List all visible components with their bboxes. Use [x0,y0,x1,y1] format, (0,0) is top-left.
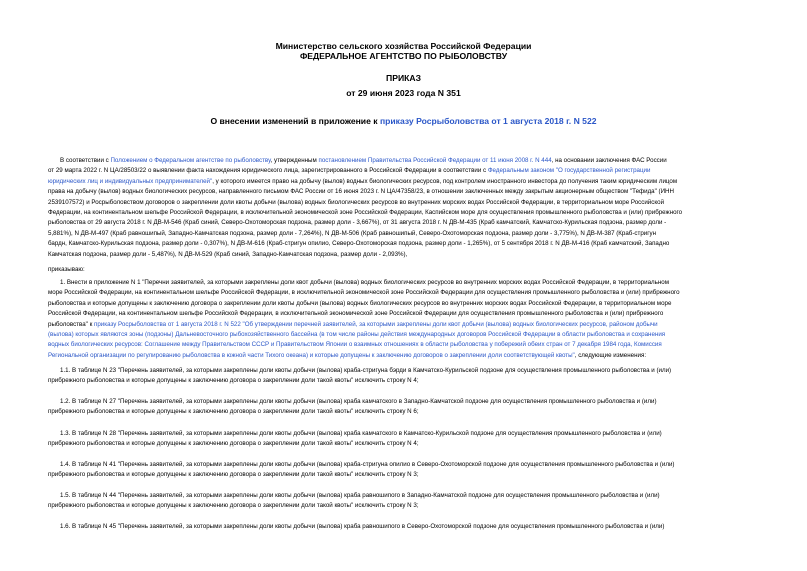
text-segment: от 29 марта 2022 г. N ЦА/28503/22 о выявлении факта нахождения юридического лица, зарегистрированного в Российской Федерации в соответствии с [48,167,488,175]
document-date-number: от 29 июня 2023 года N 351 [346,88,461,98]
text-line [48,320,797,330]
text-line: 1.5. В таблице N 44 "Перечень заявителей, за которыми закреплены доли квоты добычи (вылова) краба равношипого в Западно-Камчатской подзоне для осуществления промышленного рыболовства и (или) [60,492,660,499]
text-line [48,208,797,218]
text-line: 1.1. В таблице N 23 "Перечень заявителей, за которыми закреплены доли квоты добычи (вылова) краба-стригуна бэрди в Камчатско-Курильской подзоне для осуществления промышленного рыболовства и (или) [60,367,672,374]
text-line [48,351,797,361]
text-line [48,156,797,166]
text-line [48,229,797,239]
subitem-paragraph [48,460,797,481]
text-line [48,299,797,309]
text-line: прибрежного рыболовства и которые допущены к заключению договора о закреплении доли такой квоты" исключить строку N 3; [48,502,419,510]
text-line [48,330,797,340]
subitem-paragraph [48,491,797,512]
document-link[interactable]: постановлением Правительства Российской Федерации от 11 июня 2008 г. N 444 [318,157,552,164]
text-line: прибрежного рыболовства и которые допущены к заключению договора о закреплении доли такой квоты" исключить строку N 3; [48,471,419,479]
text-segment: , следующие изменения: [574,351,647,359]
subitem-paragraph [48,522,797,532]
title-prefix: О внесении изменений в приложение к [210,116,380,126]
text-segment: 5,881%), N ДВ-М-497 (Краб равношипый, Западно-Камчатская подзона, размер доли - 7,264%), N ДВ-М-506 (Краб равношипый, Северо-Охотоморская подзона, размер доли - 3,775%), N ДВ-М-387 (Краб-стригун [48,229,656,237]
subitem-paragraph [48,397,797,418]
text-segment: море Российской Федерации, на континентальном шельфе Российской Федерации, в исключительной экономической зоне Российской Федерации для осуществления промышленного рыболовства и (или) прибрежного [48,289,680,297]
text-segment: Камчатская подзона, размер доли - 5,487%), N ДВ-М-529 (Краб синий, Западно-Камчатская подзона, размер доли - 2,093%), [48,250,408,258]
agency-name: ФЕДЕРАЛЬНОЕ АГЕНТСТВО ПО РЫБОЛОВСТВУ [299,51,508,61]
text-line [48,198,797,208]
subitem-paragraph [48,366,797,387]
text-line [48,250,797,260]
text-line: 1.6. В таблице N 45 "Перечень заявителей, за которыми закреплены доли квоты добычи (вылова) краба равношипого в Северо-Охотоморской подзоне для осуществления промышленного рыболовства и (или) [60,523,665,530]
text-line: 1.4. В таблице N 41 "Перечень заявителей, за которыми закреплены доли квоты добычи (вылова) краба-стригуна опилио в Северо-Охотоморской подзоне для осуществления промышленного рыболовства и (или) [60,461,675,468]
subitem-paragraph [48,429,797,450]
ministry-name: Министерство сельского хозяйства Российской Федерации [275,41,532,51]
text-line [48,309,797,319]
document-type: ПРИКАЗ [386,73,421,83]
item-1-paragraph [48,278,797,361]
text-segment: рыболовства от 29 августа 2018 г. N ДВ-М-546 (Краб синий, Северо-Охотоморская подзона, размер доли - 3,667%), от 31 августа 2018 г. N ДВ-М-435 (Краб камчатский, Камчатско-Курильская подзона, размер доли - [48,219,667,227]
text-segment: права на добычу (вылов) водных биологических ресурсов, направленного письмом ФАС России от 16 июня 2023 г. N ЦА/47358/23, в отношении заключенных между закрытым акционерным обществом "Тефида" (ИНН [48,188,674,196]
text-segment: бардн, Камчатско-Курильская подзона, размер доли - 0,307%), N ДВ-М-616 (Краб-стригун опилио, Северо-Охотоморская подзона, размер доли - 1,265%), от 5 сентября 2018 г. N ДВ-М-416 (Краб камчатский, Западно [48,240,670,248]
document-link[interactable]: юридических лиц и индивидуальных предпринимателей" [48,177,213,185]
text-line: прибрежного рыболовства и которые допущены к заключению договора о закреплении доли такой квоты" исключить строку N 6; [48,408,419,416]
document-link[interactable]: Федеральным законом "О государственной регистрации [487,167,651,175]
order-word: приказываю: [48,266,85,273]
text-segment: , у которого имеется право на добычу (вылов) водных биологических ресурсов, под контролем иностранного инвестора до получения таким юридическим лицом [212,177,678,185]
text-segment: рыболовства" к [48,320,95,328]
text-line [48,288,797,298]
title-link[interactable]: приказу Росрыболовства от 1 августа 2018 г. N 522 [379,116,597,126]
text-line: 1.3. В таблице N 28 "Перечень заявителей, за которыми закреплены доли квоты добычи (вылова) краба камчатского в Камчатско-Курильской подзоне для осуществления промышленного рыболовства и (или) [60,430,662,437]
text-line [48,340,797,350]
text-segment: рыболовства и которые допущены к заключению договора о закреплении доли квоты добычи (вылова) водных биологических ресурсов во внутренних морских водах Российской Федерации, в территориальном море [48,299,672,307]
text-line [48,177,797,187]
text-segment: 1. Внести в приложение N 1 "Перечни заявителей, за которыми закреплены доли квот добычи (вылова) водных биологических ресурсов во внутренних морских водах Российской Федерации, в территориальном [60,279,669,286]
document-link[interactable]: Положением о Федеральном агентстве по рыболовству [110,157,271,164]
text-line [48,278,797,288]
text-line [48,166,797,176]
text-segment: Российской Федерации, на континентальном шельфе Российской Федерации, в исключительной экономической зоне Российской Федерации для осуществления промышленного рыболовства и (или) прибрежного [48,310,664,318]
text-line: прибрежного рыболовства и которые допущены к заключению договора о закреплении доли такой квоты" исключить строку N 4; [48,440,419,448]
text-line: прибрежного рыболовства и которые допущены к заключению договора о закреплении доли такой квоты" исключить строку N 4; [48,377,419,385]
text-line: 1.2. В таблице N 27 "Перечень заявителей, за которыми закреплены доли квоты добычи (вылова) краба камчатского в Западно-Камчатской подзоне для осуществления промышленного рыболовства и (или) [60,398,657,405]
document-link[interactable]: водных биологических ресурсов: Соглашение между Правительством СССР и Правительством Японии о взаимных отношениях в области рыболовства у побережий обеих стран от 7 декабря 1984 года, Комиссия [48,341,662,349]
text-segment: В соответствии с [60,157,111,164]
document-link[interactable]: Региональной организации по регулированию рыболовства в южной части Тихого океана) и которые допущены к заключению договоров о закреплении доли соответствующей квоты" [48,351,575,359]
preamble-paragraph [48,156,797,260]
document-link[interactable]: приказу Росрыболовства от 1 августа 2018 г. N 522 "Об утверждении перечней заявителей, за которыми закреплены доли квот добычи (вылова) водных биологических ресурсов, районом добычи [94,320,658,328]
document-link[interactable]: (вылова) которых являются зоны (подзоны) Дальневосточного рыбохозяйственного бассейна (в том числе районы действия международных договоров Российской Федерации в области рыболовства и сохранения [48,331,666,339]
text-line [48,218,797,228]
text-line [48,187,797,197]
text-segment: 2539107572) и Росрыболовством договоров о закреплении доли квоты добычи (вылова) водных биологических ресурсов во внутренних морских водах Российской Федерации, в территориальном море Российской [48,198,665,206]
document-title [0,116,807,127]
text-segment: , на основании заключения ФАС России [551,157,667,164]
text-segment: , утвержденным [270,157,319,164]
text-segment: Федерации, на континентальном шельфе Российской Федерации, в исключительной экономической зоне Российской Федерации, Каспийском море для осуществления промышленного рыболовства и (или) прибрежного [48,209,683,217]
text-line [48,239,797,249]
